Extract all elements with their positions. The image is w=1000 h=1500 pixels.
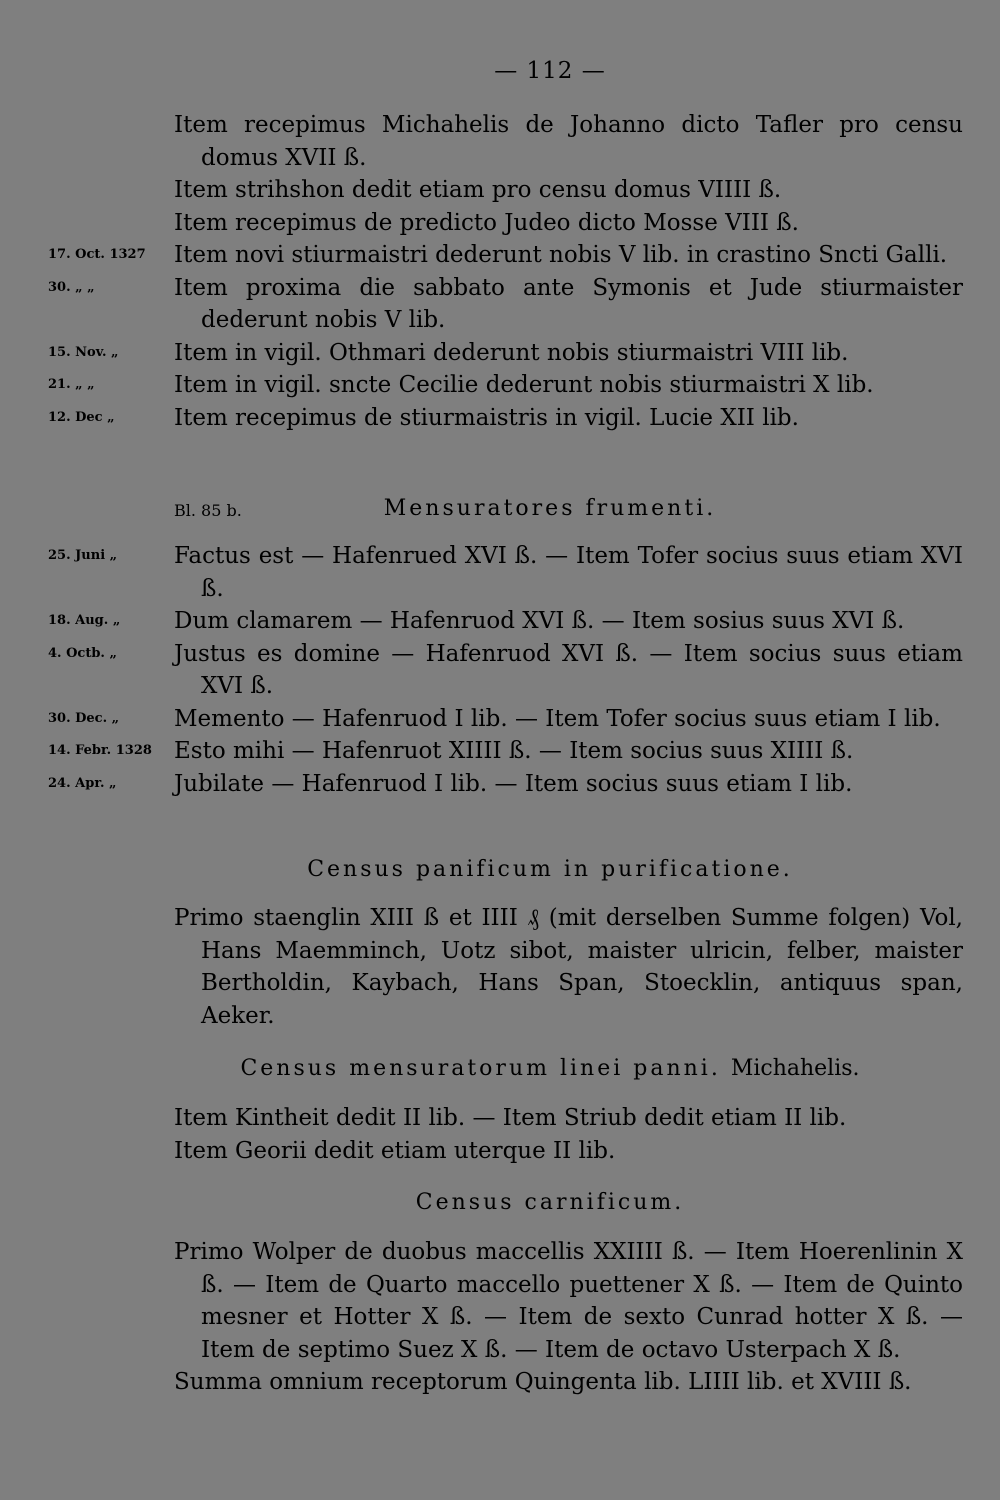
entry xyxy=(0,272,1000,337)
mensuratores-section xyxy=(0,540,1000,800)
folio-reference: Bl. 85 b. xyxy=(174,501,242,520)
entry xyxy=(0,207,1000,240)
entry xyxy=(0,109,1000,174)
entry-text: Memento — Hafenruod I lib. — Item Tofer socius suus etiam I lib. xyxy=(174,705,941,732)
margin-date: 30. „ „ xyxy=(48,279,95,295)
entry-text: Item in vigil. sncte Cecilie dederunt nobis stiurmaistri X lib. xyxy=(174,372,874,398)
entry xyxy=(0,1366,1000,1399)
entry-text: Item strihshon dedit etiam pro censu domus VIIII ß. xyxy=(174,177,782,203)
entry-text: Item Kintheit dedit II lib. — Item Striub dedit etiam II lib. xyxy=(174,1105,847,1131)
margin-date: 24. Apr. „ xyxy=(48,775,117,791)
entry-text: Factus est — Hafenrued XVI ß. — Item Tofer socius suus etiam XVI ß. xyxy=(174,543,963,602)
entry-text: Item recepimus Michahelis de Johanno dicto Tafler pro censu domus XVII ß. xyxy=(174,112,963,171)
entry xyxy=(0,174,1000,207)
entry xyxy=(0,1236,1000,1366)
entry-text: Jubilate — Hafenruod I lib. — Item socius suus etiam I lib. xyxy=(174,770,853,797)
entry-text: Item novi stiurmaistri dederunt nobis V lib. in crastino Sncti Galli. xyxy=(174,242,948,268)
entry-text: Item proxima die sabbato ante Symonis et Jude stiurmaister dederunt nobis V lib. xyxy=(174,274,963,333)
section-heading-linei xyxy=(0,1056,1000,1081)
margin-date: 25. Juni „ xyxy=(48,548,118,563)
entry xyxy=(0,402,1000,435)
section-heading-mensuratores: Mensuratores frumenti. xyxy=(383,496,717,521)
entry xyxy=(0,735,1000,768)
entry xyxy=(0,605,1000,638)
margin-date: 30. Dec. „ xyxy=(48,710,120,726)
margin-date: 12. Dec „ xyxy=(48,409,115,425)
margin-date: 18. Aug. „ xyxy=(48,613,121,628)
entry-text: Item in vigil. Othmari dederunt nobis stiurmaistri VIII lib. xyxy=(174,339,849,366)
section-heading-panificum: Census panificum in purificatione. xyxy=(307,857,793,882)
entry xyxy=(0,369,1000,402)
entry xyxy=(0,1102,1000,1135)
panificum-section xyxy=(0,902,1000,1032)
carnificum-section xyxy=(0,1236,1000,1399)
margin-date: 4. Octb. „ xyxy=(48,645,117,661)
entry-text: Item recepimus de stiurmaistris in vigil. Lucie XII lib. xyxy=(174,404,799,431)
margin-date: 21. „ „ xyxy=(48,377,95,392)
heading-suffix: Michahelis. xyxy=(730,1056,860,1081)
entry xyxy=(0,703,1000,736)
entry xyxy=(0,239,1000,272)
margin-date: 14. Febr. 1328 xyxy=(48,743,152,758)
entry xyxy=(0,337,1000,370)
linei-section xyxy=(0,1102,1000,1167)
entry xyxy=(0,1135,1000,1168)
margin-date: 15. Nov. „ xyxy=(48,344,119,360)
entry-text: Esto mihi — Hafenruot XIIII ß. — Item socius suus XIIII ß. xyxy=(174,738,854,764)
entry-text: Item recepimus de predicto Judeo dicto Mosse VIII ß. xyxy=(174,209,799,236)
entry-text: Primo staenglin XIII ß et IIII ₰ (mit derselben Summe folgen) Vol, Hans Maemminch, Uotz sibot, maister ulricin, felber, maister Bertholdin, Kaybach, Hans Span, Stoecklin, antiquus span, Aeker. xyxy=(174,905,963,1029)
entry xyxy=(0,638,1000,703)
margin-date: 17. Oct. 1327 xyxy=(48,247,146,262)
receipts-section xyxy=(0,109,1000,434)
heading-main: Census mensuratorum linei panni. xyxy=(240,1056,721,1081)
entry-text: Primo Wolper de duobus maccellis XXIIII ß. — Item Hoerenlinin X ß. — Item de Quarto maccello puettener X ß. — Item de Quinto mesner et Hotter X ß. — Item de sexto Cunrad hotter X ß. — Item de septimo Suez X ß. — Item de octavo Usterpach X ß. xyxy=(174,1239,963,1363)
section-heading-carnificum: Census carnificum. xyxy=(415,1190,685,1215)
entry xyxy=(0,768,1000,801)
entry-text: Item Georii dedit etiam uterque II lib. xyxy=(174,1137,616,1164)
page-number: — 112 — xyxy=(494,58,606,84)
entry xyxy=(0,902,1000,1032)
entry-text: Dum clamarem — Hafenruod XVI ß. — Item sosius suus XVI ß. xyxy=(174,608,905,634)
summa-text: Summa omnium receptorum Quingenta lib. LIIII lib. et XVIII ß. xyxy=(174,1369,912,1395)
entry xyxy=(0,540,1000,605)
entry-text: Justus es domine — Hafenruod XVI ß. — Item socius suus etiam XVI ß. xyxy=(174,640,963,699)
